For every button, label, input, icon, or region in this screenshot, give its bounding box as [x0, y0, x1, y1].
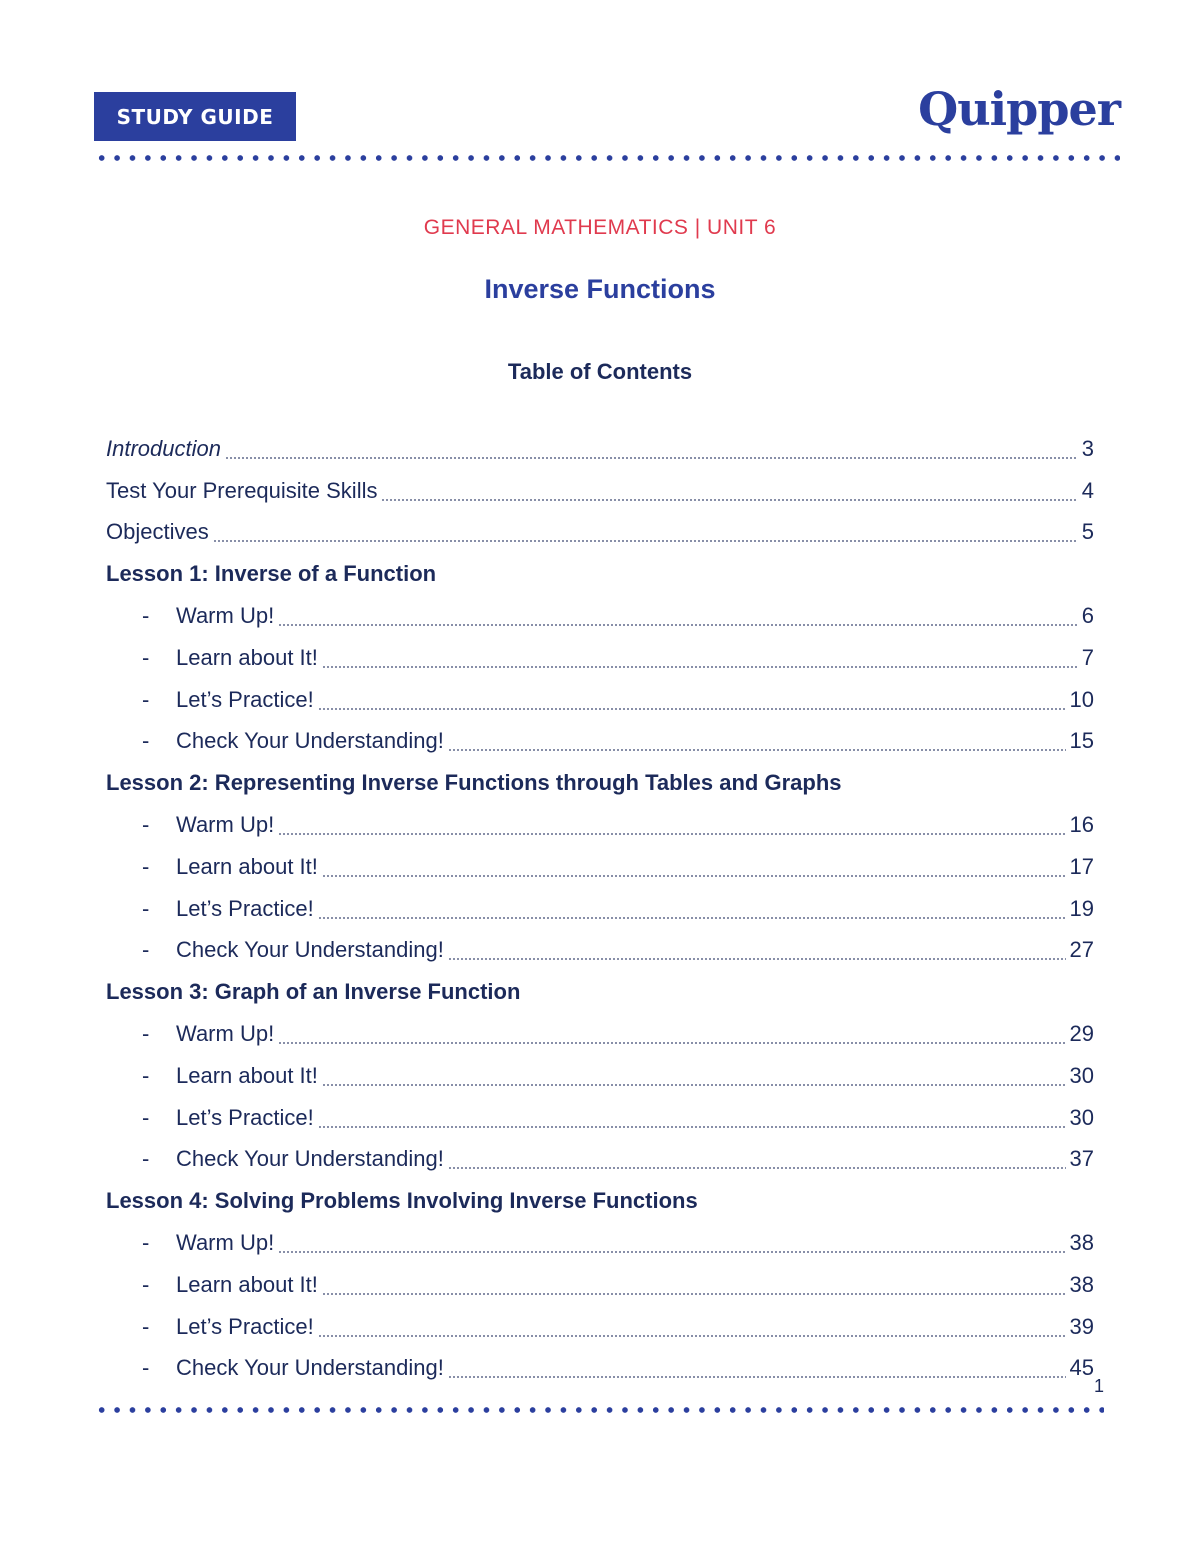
toc-entry-l3-check[interactable] [106, 1139, 1094, 1181]
toc-heading: Table of Contents [507, 359, 693, 384]
list-dash: - [142, 1146, 150, 1172]
toc-lesson-title: Lesson 1: Inverse of a Function [106, 561, 437, 587]
dot-leader [448, 1167, 1066, 1169]
toc-entry-label: Learn about It! [176, 853, 318, 879]
list-dash: - [142, 895, 150, 921]
toc-entry-page: 45 [1069, 1355, 1094, 1381]
dot-leader [448, 1376, 1066, 1378]
toc-entry-label: Check Your Understanding! [176, 1355, 444, 1381]
toc-entry-page: 39 [1069, 1313, 1094, 1339]
toc-entry-page: 15 [1069, 728, 1094, 754]
toc-entry-label: Check Your Understanding! [176, 1146, 444, 1172]
dot-leader [448, 749, 1066, 751]
toc-lesson-title: Lesson 4: Solving Problems Involving Inverse Functions [106, 1188, 698, 1214]
toc-entry-objectives[interactable] [106, 512, 1094, 554]
toc-entry-label: Check Your Understanding! [176, 728, 444, 754]
toc-entry-label: Objectives [106, 519, 209, 545]
list-dash: - [142, 728, 150, 754]
page-number: 1 [1094, 1376, 1105, 1396]
toc-entry-label: Warm Up! [176, 1230, 275, 1256]
toc-entry-page: 30 [1069, 1104, 1094, 1130]
toc-lesson-title: Lesson 3: Graph of an Inverse Function [106, 979, 521, 1005]
toc-entry-page: 3 [1081, 435, 1094, 461]
toc-entry-l3-warm-up[interactable] [106, 1013, 1094, 1055]
toc-entry-l4-learn[interactable] [106, 1264, 1094, 1306]
toc-entry-l1-warm-up[interactable] [106, 595, 1094, 637]
dot-leader [278, 833, 1065, 835]
toc-entry-l1-learn[interactable] [106, 637, 1094, 679]
toc-entry-prerequisite[interactable] [106, 470, 1094, 512]
dot-leader [322, 666, 1078, 668]
toc-entry-label: Check Your Understanding! [176, 937, 444, 963]
toc-entry-page: 6 [1081, 603, 1094, 629]
toc-entry-l2-warm-up[interactable] [106, 804, 1094, 846]
toc-entry-page: 5 [1081, 519, 1094, 545]
toc-entry-page: 38 [1069, 1271, 1094, 1297]
dot-leader [381, 499, 1077, 501]
list-dash: - [142, 853, 150, 879]
toc-entry-label: Let’s Practice! [176, 686, 314, 712]
list-dash: - [142, 603, 150, 629]
toc-entry-page: 17 [1069, 853, 1094, 879]
dot-leader [318, 917, 1066, 919]
study-guide-badge: STUDY GUIDE [94, 92, 296, 141]
dot-leader [448, 958, 1066, 960]
toc-entry-l1-practice[interactable] [106, 679, 1094, 721]
list-dash: - [142, 1271, 150, 1297]
dot-leader [322, 875, 1066, 877]
toc-lesson-title: Lesson 2: Representing Inverse Functions through Tables and Graphs [106, 770, 842, 796]
toc-entry-page: 7 [1081, 644, 1094, 670]
toc-entry-label: Test Your Prerequisite Skills [106, 477, 378, 503]
toc-entry-label: Learn about It! [176, 1271, 318, 1297]
toc-entry-page: 30 [1069, 1062, 1094, 1088]
toc-entry-label: Warm Up! [176, 603, 275, 629]
toc-entry-label: Let’s Practice! [176, 895, 314, 921]
dot-leader [318, 1126, 1066, 1128]
toc-entry-label: Warm Up! [176, 812, 275, 838]
list-dash: - [142, 1230, 150, 1256]
dot-leader [278, 624, 1078, 626]
toc-entry-label: Learn about It! [176, 644, 318, 670]
toc-entry-label: Learn about It! [176, 1062, 318, 1088]
dot-leader [225, 457, 1078, 459]
dot-leader [318, 708, 1066, 710]
list-dash: - [142, 1104, 150, 1130]
toc-entry-l3-learn[interactable] [106, 1055, 1094, 1097]
toc-entry-page: 27 [1069, 937, 1094, 963]
toc-entry-l4-check[interactable] [106, 1348, 1094, 1390]
toc-entry-l1-check[interactable] [106, 721, 1094, 763]
list-dash: - [142, 812, 150, 838]
toc-lesson-3[interactable] [106, 971, 1094, 1013]
dot-leader [278, 1251, 1065, 1253]
dot-leader [278, 1042, 1065, 1044]
toc-lesson-2[interactable] [106, 762, 1094, 804]
toc-entry-page: 37 [1069, 1146, 1094, 1172]
list-dash: - [142, 644, 150, 670]
toc-entry-introduction[interactable] [106, 428, 1094, 470]
toc-entry-page: 16 [1069, 812, 1094, 838]
toc-entry-l4-warm-up[interactable] [106, 1222, 1094, 1264]
dot-leader [318, 1335, 1066, 1337]
toc-lesson-1[interactable] [106, 553, 1094, 595]
toc-entry-l4-practice[interactable] [106, 1306, 1094, 1348]
toc-entry-page: 4 [1081, 477, 1094, 503]
quipper-logo: Quipper [918, 82, 1120, 136]
list-dash: - [142, 1021, 150, 1047]
toc-entry-page: 38 [1069, 1230, 1094, 1256]
toc-entry-l2-practice[interactable] [106, 888, 1094, 930]
dot-leader [322, 1293, 1066, 1295]
toc-entry-l2-check[interactable] [106, 930, 1094, 972]
toc-entry-page: 10 [1069, 686, 1094, 712]
toc-entry-page: 29 [1069, 1021, 1094, 1047]
list-dash: - [142, 1355, 150, 1381]
page-title: Inverse Functions [484, 274, 716, 304]
subject-heading: GENERAL MATHEMATICS | UNIT 6 [423, 216, 777, 239]
toc-entry-label: Introduction [106, 435, 221, 461]
toc-entry-l2-learn[interactable] [106, 846, 1094, 888]
list-dash: - [142, 686, 150, 712]
toc-entry-page: 19 [1069, 895, 1094, 921]
toc-entry-label: Warm Up! [176, 1021, 275, 1047]
list-dash: - [142, 937, 150, 963]
toc-entry-label: Let’s Practice! [176, 1313, 314, 1339]
toc-entry-l3-practice[interactable] [106, 1097, 1094, 1139]
bottom-dotted-divider [94, 1407, 1104, 1413]
toc-entry-label: Let’s Practice! [176, 1104, 314, 1130]
list-dash: - [142, 1313, 150, 1339]
list-dash: - [142, 1062, 150, 1088]
table-of-contents [106, 428, 1094, 1389]
toc-lesson-4[interactable] [106, 1180, 1094, 1222]
dot-leader [213, 540, 1078, 542]
dot-leader [322, 1084, 1066, 1086]
top-dotted-divider [94, 155, 1120, 161]
